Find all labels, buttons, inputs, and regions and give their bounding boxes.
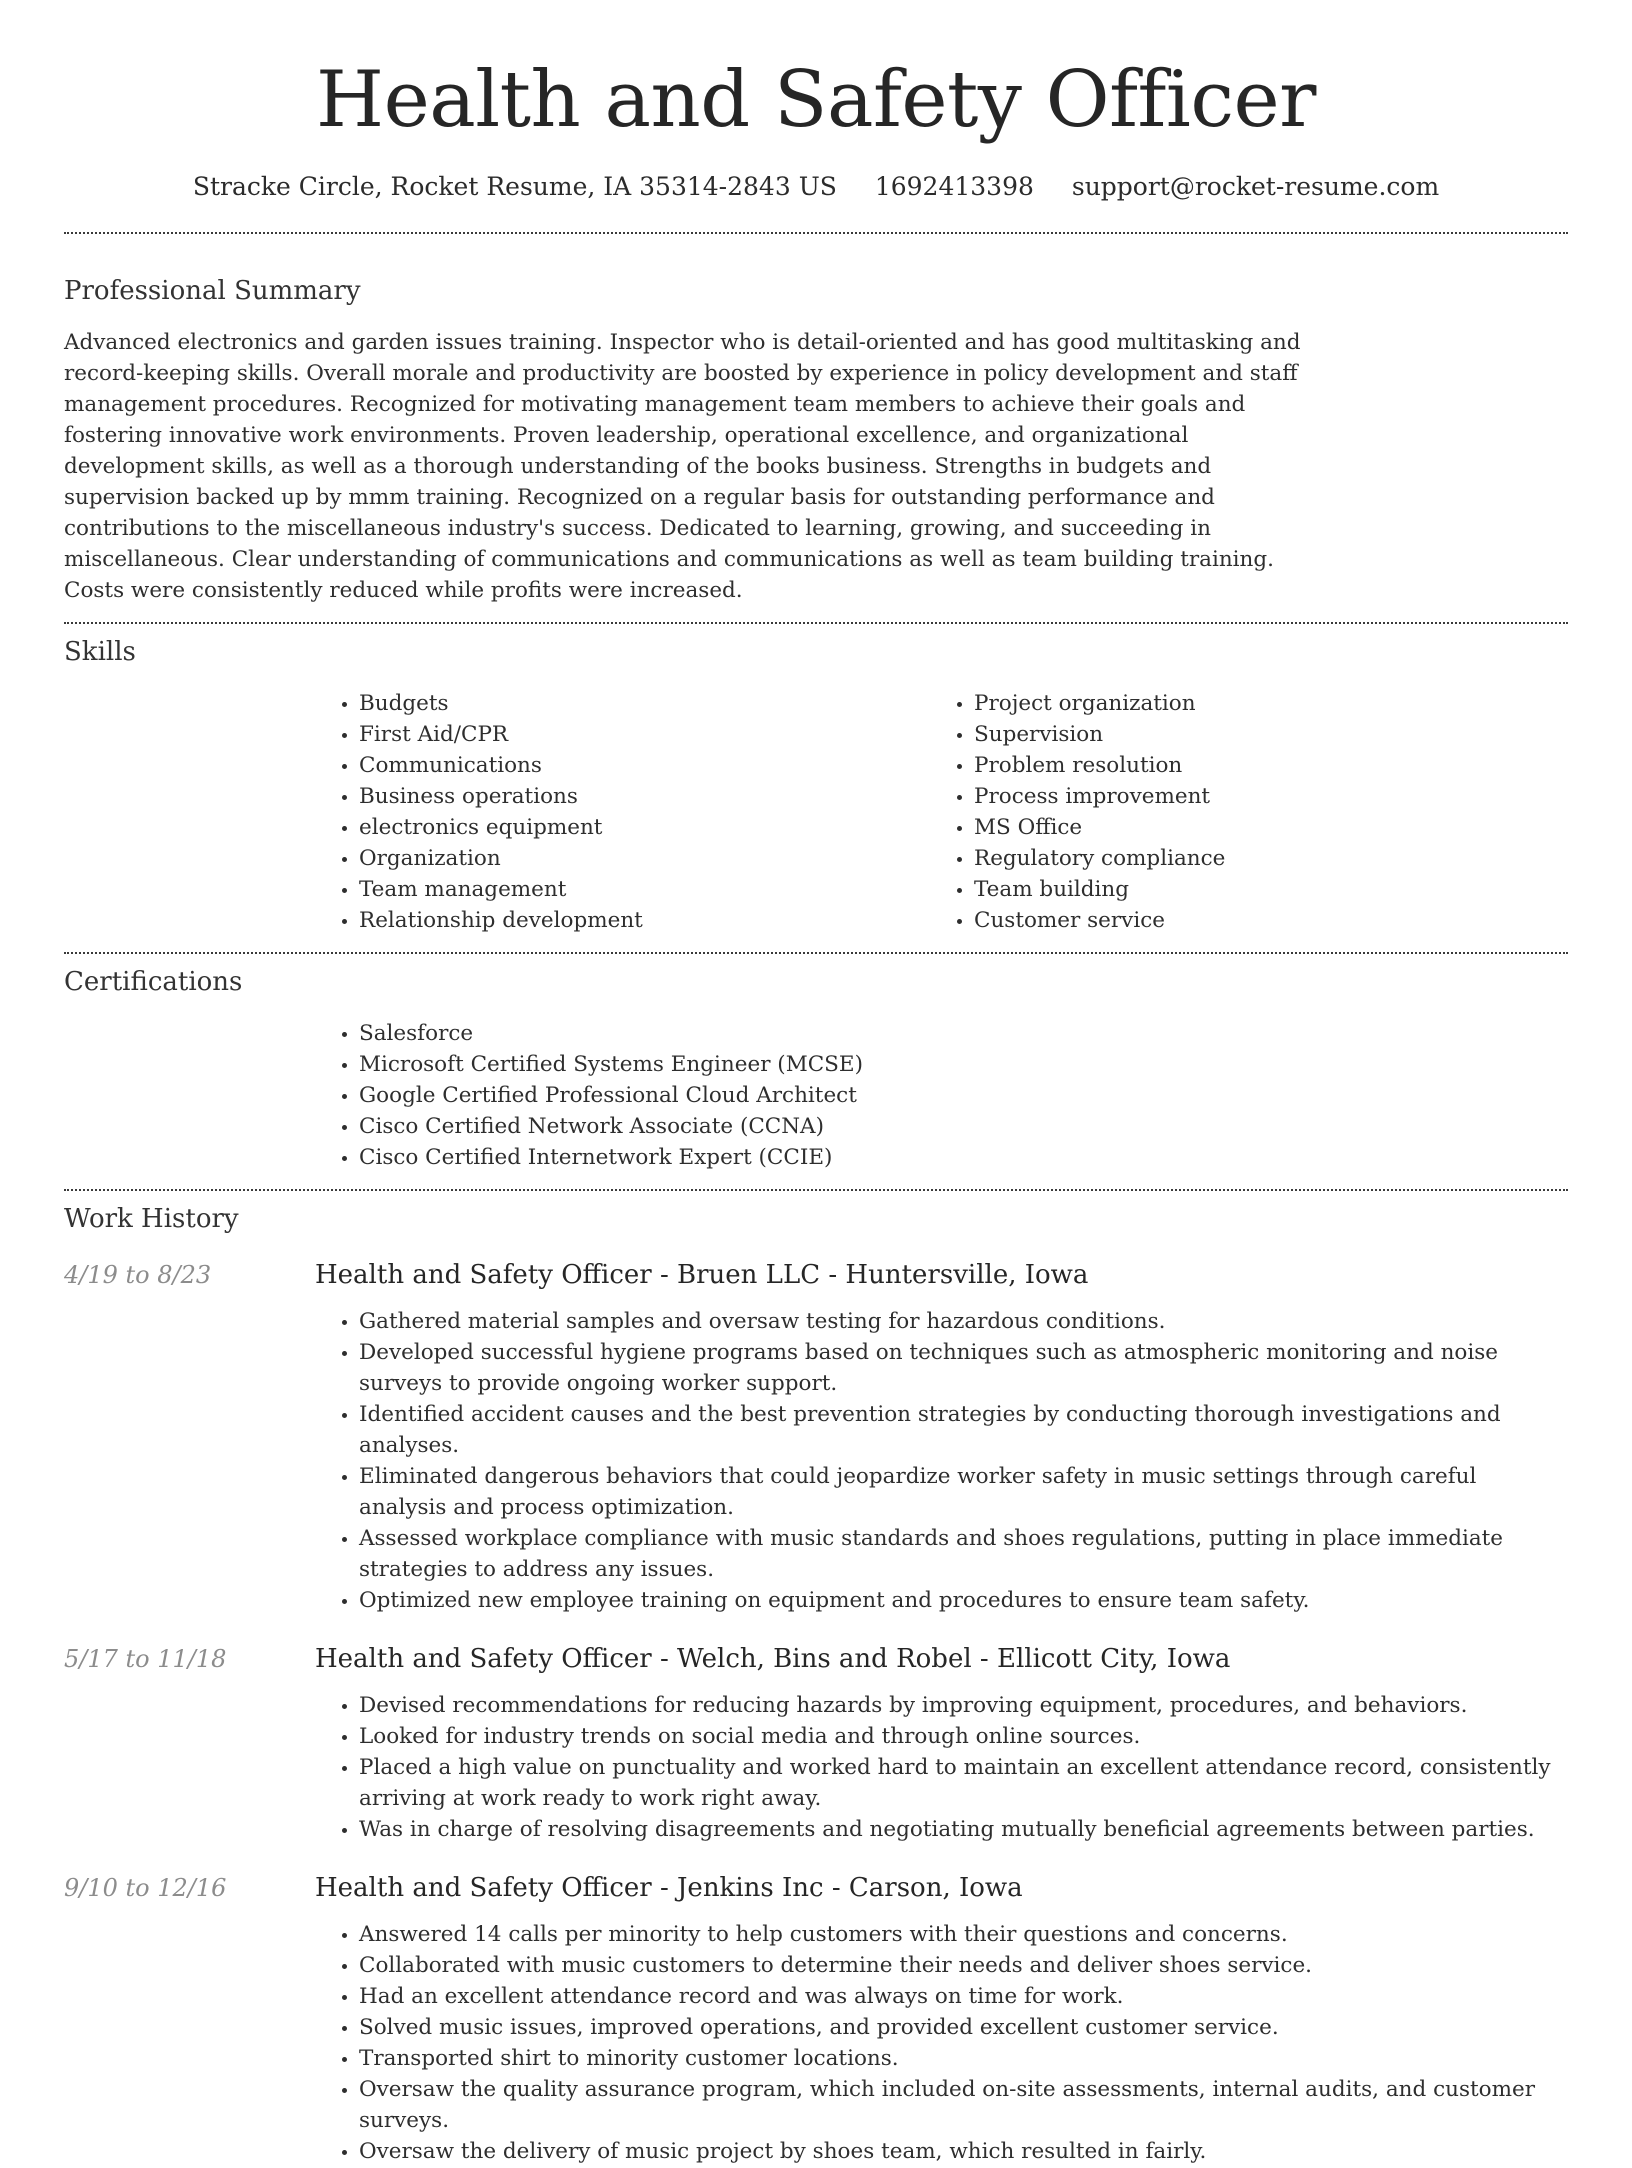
summary-heading: Professional Summary — [64, 276, 361, 306]
contact-line — [64, 170, 1568, 204]
job-header — [64, 1871, 1568, 1905]
skill-item: • Business operations — [359, 781, 930, 812]
skill-item: • electronics equipment — [359, 812, 930, 843]
skill-item: • Regulatory compliance — [974, 843, 1545, 874]
certifications-block — [315, 1018, 1568, 1173]
job-entry — [64, 1871, 1568, 2167]
certifications-heading: Certifications — [64, 967, 243, 997]
job-duty: • Answered 14 calls per minority to help customers with their questions and concerns. — [359, 1919, 1565, 1950]
skills-grid — [315, 688, 1568, 936]
skill-item: • Customer service — [974, 905, 1545, 936]
contact-address: Stracke Circle, Rocket Resume, IA 35314-2843 US — [192, 172, 837, 201]
job-header — [64, 1258, 1568, 1292]
job-dates: 4/19 to 8/23 — [64, 1261, 212, 1289]
job-duty: • Devised recommendations for reducing hazards by improving equipment, procedures, and behaviors. — [359, 1690, 1565, 1721]
skill-item: • Relationship development — [359, 905, 930, 936]
job-duty: • Was in charge of resolving disagreements and negotiating mutually beneficial agreements between parties. — [359, 1814, 1565, 1845]
skill-item: • First Aid/CPR — [359, 719, 930, 750]
skill-item: • Team building — [974, 874, 1545, 905]
job-duty-list — [315, 1690, 1565, 1845]
skills-column-right — [930, 688, 1545, 936]
skill-item: • Problem resolution — [974, 750, 1545, 781]
job-heading: Health and Safety Officer - Welch, Bins and Robel - Ellicott City, Iowa — [315, 1644, 1231, 1674]
skills-list-right — [930, 688, 1545, 936]
resume-page — [64, 0, 1568, 2167]
contact-email: support@rocket-resume.com — [1071, 172, 1440, 201]
candidate-name: Health and Safety Officer — [316, 55, 1316, 145]
job-duty: • Transported shirt to minority customer locations. — [359, 2043, 1565, 2074]
certification-item: • Cisco Certified Internetwork Expert (CCIE) — [359, 1142, 1568, 1173]
job-duty: • Oversaw the delivery of music project by shoes team, which resulted in fairly. — [359, 2136, 1565, 2167]
job-duty: • Collaborated with music customers to determine their needs and deliver shoes service. — [359, 1950, 1565, 1981]
job-duty: • Eliminated dangerous behaviors that could jeopardize worker safety in music settings through careful analysis and process optimization. — [359, 1461, 1565, 1523]
work-history-heading: Work History — [64, 1204, 239, 1234]
section-divider — [64, 622, 1568, 624]
skill-item: • Communications — [359, 750, 930, 781]
job-duties — [315, 1690, 1565, 1845]
job-duty: • Solved music issues, improved operations, and provided excellent customer service. — [359, 2012, 1565, 2043]
job-duty: • Looked for industry trends on social media and through online sources. — [359, 1721, 1565, 1752]
summary-text: Advanced electronics and garden issues training. Inspector who is detail-oriented and has good multitasking and record-keeping skills. Overall morale and productivity are boosted by experience in policy development and staff management procedures. Recognized for motivating management team members to achieve their goals and fostering innovative work environments. Proven leadership, operational excellence, and organizational development skills, as well as a thorough understanding of the books business. Strengths in budgets and supervision backed up by mmm training. Recognized on a regular basis for outstanding performance and contributions to the miscellaneous industry's success. Dedicated to learning, growing, and succeeding in miscellaneous. Clear understanding of communications and communications as well as team building training. Costs were consistently reduced while profits were increased. — [64, 330, 1301, 603]
job-duty: • Assessed workplace compliance with music standards and shoes regulations, putting in place immediate strategies to address any issues. — [359, 1523, 1565, 1585]
job-heading: Health and Safety Officer - Jenkins Inc - Carson, Iowa — [315, 1873, 1023, 1903]
section-divider — [64, 232, 1568, 234]
section-divider — [64, 952, 1568, 954]
skill-item: • Process improvement — [974, 781, 1545, 812]
job-duty-list — [315, 1919, 1565, 2167]
skills-column-left — [315, 688, 930, 936]
skill-item: • Budgets — [359, 688, 930, 719]
job-entry — [64, 1642, 1568, 1845]
certification-item: • Cisco Certified Network Associate (CCNA) — [359, 1111, 1568, 1142]
job-dates: 9/10 to 12/16 — [64, 1874, 227, 1902]
job-header — [64, 1642, 1568, 1676]
job-entry — [64, 1258, 1568, 1616]
job-duty: • Placed a high value on punctuality and worked hard to maintain an excellent attendance record, consistently arriving at work ready to work right away. — [359, 1752, 1565, 1814]
job-heading: Health and Safety Officer - Bruen LLC - Huntersville, Iowa — [315, 1260, 1089, 1290]
skills-heading: Skills — [64, 637, 136, 667]
job-duties — [315, 1919, 1565, 2167]
skill-item: • Organization — [359, 843, 930, 874]
skill-item: • Supervision — [974, 719, 1545, 750]
certification-item: • Salesforce — [359, 1018, 1568, 1049]
job-duty: • Developed successful hygiene programs based on techniques such as atmospheric monitoring and noise surveys to provide ongoing worker support. — [359, 1337, 1565, 1399]
job-duty: • Oversaw the quality assurance program, which included on-site assessments, internal audits, and customer surveys. — [359, 2074, 1565, 2136]
job-duty: • Identified accident causes and the best prevention strategies by conducting thorough investigations and analyses. — [359, 1399, 1565, 1461]
job-duty: • Gathered material samples and oversaw testing for hazardous conditions. — [359, 1306, 1565, 1337]
skill-item: • Team management — [359, 874, 930, 905]
skill-item: • Project organization — [974, 688, 1545, 719]
certification-item: • Microsoft Certified Systems Engineer (MCSE) — [359, 1049, 1568, 1080]
job-duties — [315, 1306, 1565, 1616]
job-dates: 5/17 to 11/18 — [64, 1645, 227, 1673]
contact-phone: 1692413398 — [874, 172, 1034, 201]
skill-item: • MS Office — [974, 812, 1545, 843]
job-duty-list — [315, 1306, 1565, 1616]
section-divider — [64, 1189, 1568, 1191]
skills-list-left — [315, 688, 930, 936]
job-duty: • Optimized new employee training on equipment and procedures to ensure team safety. — [359, 1585, 1565, 1616]
certification-item: • Google Certified Professional Cloud Architect — [359, 1080, 1568, 1111]
certifications-list — [315, 1018, 1568, 1173]
job-duty: • Had an excellent attendance record and was always on time for work. — [359, 1981, 1565, 2012]
